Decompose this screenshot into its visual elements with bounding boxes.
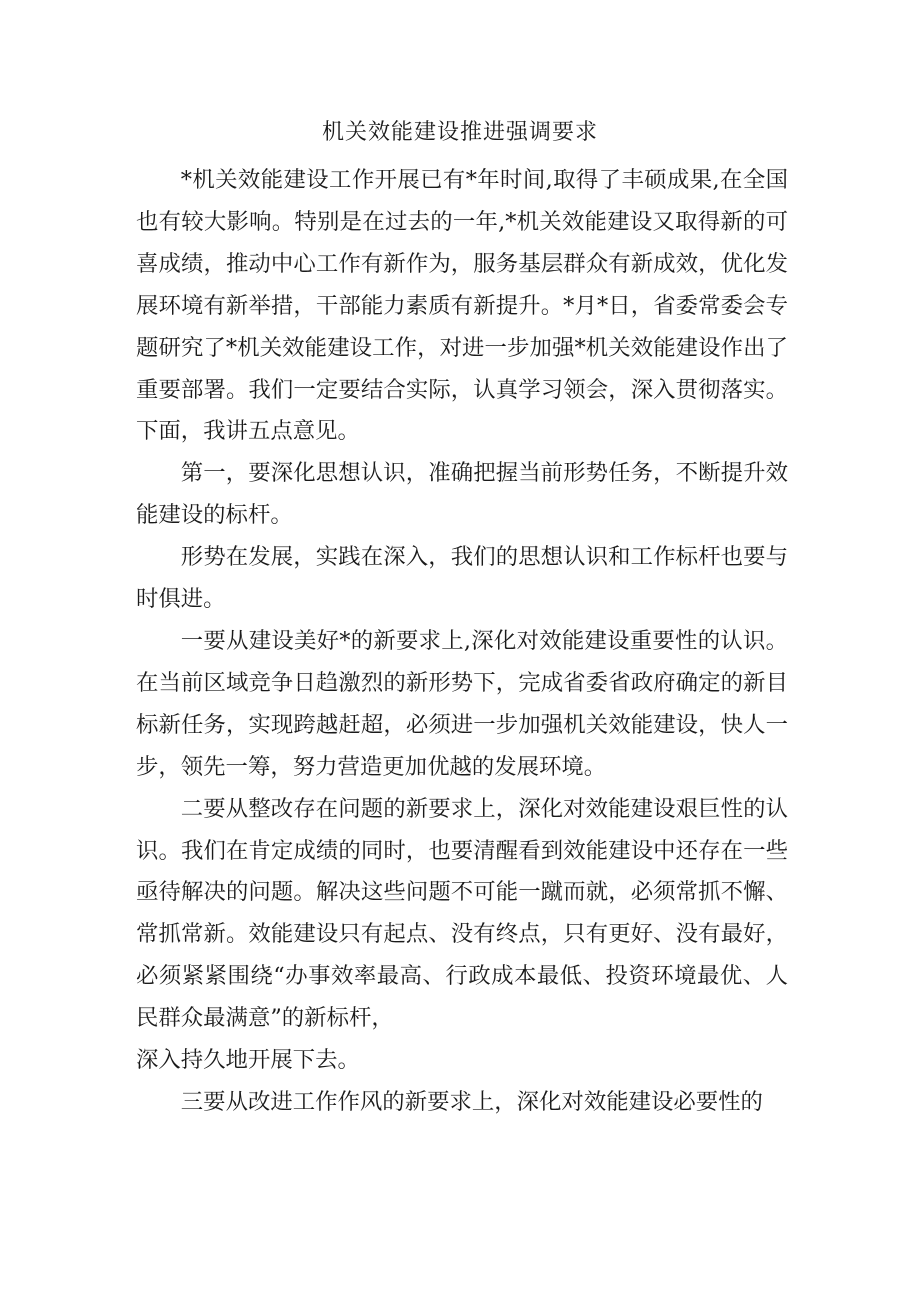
paragraph: 形势在发展，实践在深入，我们的思想认识和工作标杆也要与时俱进。 (136, 544, 788, 613)
paragraph: 第一，要深化思想认识，准确把握当前形势任务，不断提升效能建设的标杆。 (136, 460, 788, 529)
paragraph: 深入持久地开展下去。 (136, 1047, 360, 1074)
document-body (136, 160, 788, 1124)
paragraph: *机关效能建设工作开展已有*年时间,取得了丰硕成果,在全国也有较大影响。特别是在过去的一年,*机关效能建设又取得新的可喜成绩，推动中心工作有新作为，服务基层群众有新成效，优化发展环境有新举措，干部能力素质有新提升。*月*日，省委常委会专题研究了*机关效能建设工作，对进一步加强*机关效能建设作出了重要部署。我们一定要结合实际，认真学习领会，深入贯彻落实。下面，我讲五点意见。 (136, 167, 788, 445)
paragraph: 三要从改进工作作风的新要求上，深化对效能建设必要性的 (180, 1088, 763, 1115)
paragraph: 一要从建设美好*的新要求上,深化对效能建设重要性的认识。在当前区域竞争日趋激烈的新形势下，完成省委省政府确定的新目标新任务，实现跨越赶超，必须进一步加强机关效能建设，快人一步，领先一筹，努力营造更加优越的发展环境。 (136, 627, 788, 780)
paragraph: 二要从整改存在问题的新要求上，深化对效能建设艰巨性的认识。我们在肯定成绩的同时，也要清醒看到效能建设中还存在一些亟待解决的问题。解决这些问题不可能一蹴而就，必须常抓不懈、常抓常新。效能建设只有起点、没有终点，只有更好、没有最好，必须紧紧围绕“办事效率最高、行政成本最低、投资环境最优、人民群众最满意”的新标杆， (136, 795, 788, 1032)
document-title: 机关效能建设推进强调要求 (321, 120, 598, 145)
